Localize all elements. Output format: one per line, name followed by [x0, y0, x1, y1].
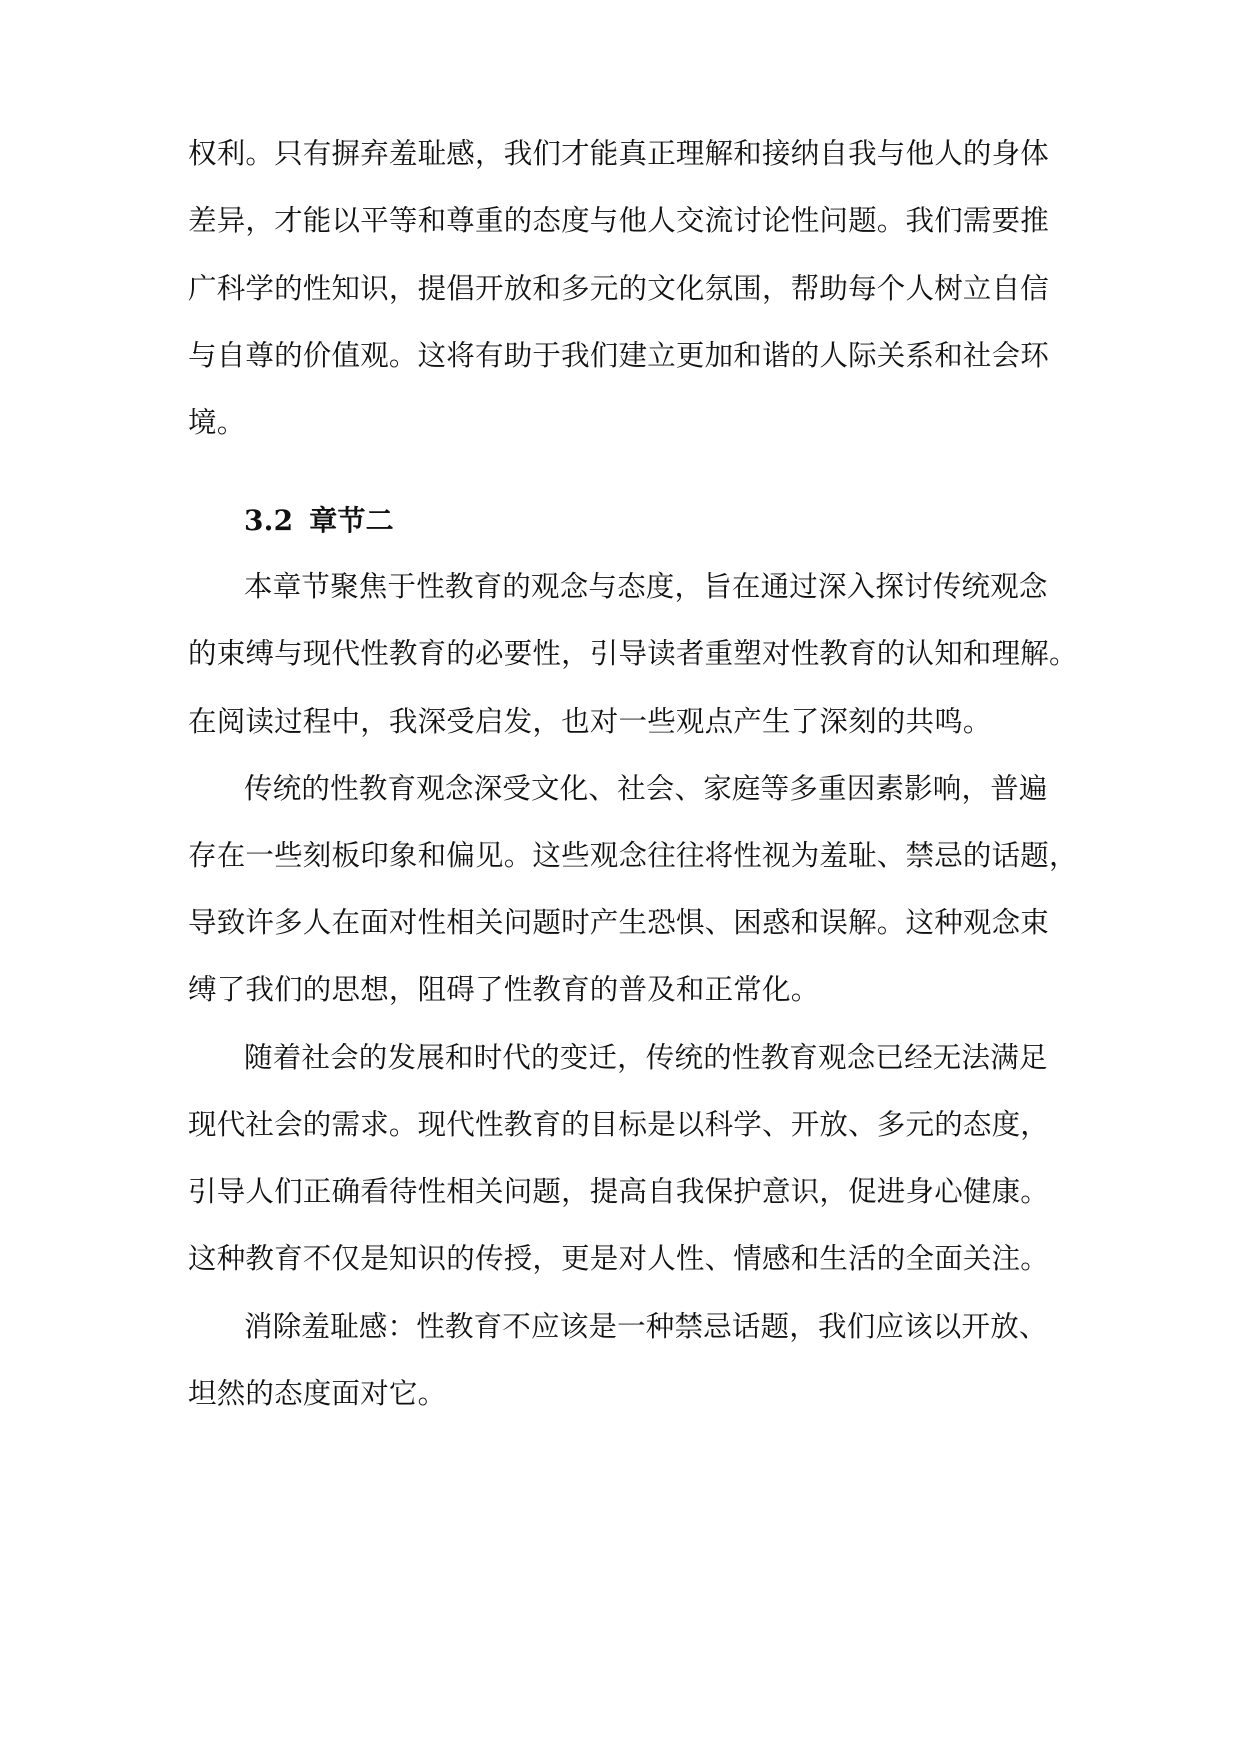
text-line: 导致许多人在面对性相关问题时产生恐惧、困惑和误解。这种观念束	[188, 906, 1050, 939]
section-heading	[244, 501, 1114, 541]
text-line: 广科学的性知识，提倡开放和多元的文化氛围，帮助每个人树立自信	[188, 272, 1050, 305]
section-number: 3.2	[244, 504, 294, 537]
text-line: 坦然的态度面对它。	[188, 1377, 447, 1410]
text-line: 本章节聚焦于性教育的观念与态度，旨在通过深入探讨传统观念	[244, 570, 1048, 603]
text-line: 随着社会的发展和时代的变迁，传统的性教育观念已经无法满足	[244, 1041, 1048, 1074]
text-line: 在阅读过程中，我深受启发，也对一些观点产生了深刻的共鸣。	[188, 705, 992, 738]
text-line: 的束缚与现代性教育的必要性，引导读者重塑对性教育的认知和理解。	[188, 637, 1078, 670]
text-line: 传统的性教育观念深受文化、社会、家庭等多重因素影响，普遍	[244, 772, 1048, 805]
section-title: 章节二	[309, 504, 394, 537]
text-line: 境。	[188, 406, 246, 439]
text-line: 权利。只有摒弃羞耻感，我们才能真正理解和接纳自我与他人的身体	[188, 137, 1050, 170]
text-line: 与自尊的价值观。这将有助于我们建立更加和谐的人际关系和社会环	[188, 339, 1050, 372]
text-line: 引导人们正确看待性相关问题，提高自我保护意识，促进身心健康。	[188, 1175, 1050, 1208]
text-line: 现代社会的需求。现代性教育的目标是以科学、开放、多元的态度，	[188, 1108, 1050, 1141]
text-line: 缚了我们的思想，阻碍了性教育的普及和正常化。	[188, 973, 820, 1006]
text-line: 存在一些刻板印象和偏见。这些观念往往将性视为羞耻、禁忌的话题，	[188, 839, 1078, 872]
text-line: 这种教育不仅是知识的传授，更是对人性、情感和生活的全面关注。	[188, 1242, 1050, 1275]
text-line: 差异，才能以平等和尊重的态度与他人交流讨论性问题。我们需要推	[188, 204, 1050, 237]
text-line: 消除羞耻感：性教育不应该是一种禁忌话题，我们应该以开放、	[244, 1310, 1048, 1343]
